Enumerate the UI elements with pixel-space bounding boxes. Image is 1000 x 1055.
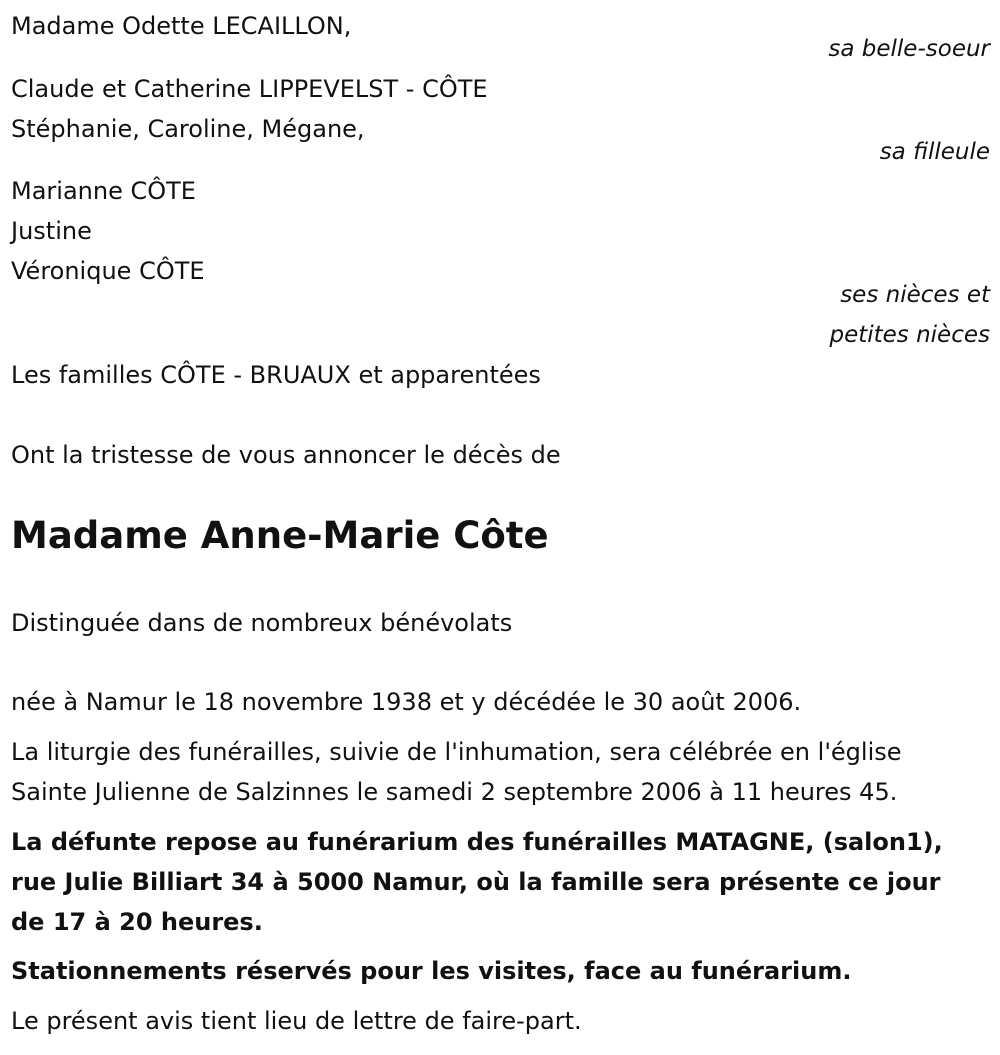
birth-death-text: née à Namur le 18 novembre 1938 et y décédée le 30 août 2006. xyxy=(11,688,802,716)
deceased-name: Madame Anne-Marie Côte xyxy=(11,514,549,557)
closing-text: Le présent avis tient lieu de lettre de faire-part. xyxy=(11,1007,582,1035)
parking-text: Stationnements réservés pour les visites, face au funérarium. xyxy=(11,957,852,985)
liturgy-text: La liturgie des funérailles, suivie de l'inhumation, sera célébrée en l'église xyxy=(11,738,902,766)
relation-label: sa belle-soeur xyxy=(828,36,990,62)
family-member-line: Claude et Catherine LIPPEVELST - CÔTE xyxy=(11,75,488,103)
family-member-line: Les familles CÔTE - BRUAUX et apparentées xyxy=(11,361,541,389)
family-member-line: Marianne CÔTE xyxy=(11,177,196,205)
funeral-home-text: rue Julie Billiart 34 à 5000 Namur, où la famille sera présente ce jour xyxy=(11,868,941,896)
relation-label: petites nièces xyxy=(829,322,990,348)
family-member-line: Madame Odette LECAILLON, xyxy=(11,12,352,40)
family-member-line: Justine xyxy=(11,217,92,245)
family-member-line: Stéphanie, Caroline, Mégane, xyxy=(11,115,365,143)
family-member-line: Véronique CÔTE xyxy=(11,257,205,285)
liturgy-text: Sainte Julienne de Salzinnes le samedi 2 septembre 2006 à 11 heures 45. xyxy=(11,778,898,806)
funeral-home-text: de 17 à 20 heures. xyxy=(11,908,263,936)
relation-label: ses nièces et xyxy=(840,282,990,308)
funeral-home-text: La défunte repose au funérarium des funérailles MATAGNE, (salon1), xyxy=(11,828,943,856)
relation-label: sa filleule xyxy=(879,139,990,165)
intro-text: Ont la tristesse de vous annoncer le décès de xyxy=(11,441,561,469)
distinction-text: Distinguée dans de nombreux bénévolats xyxy=(11,609,513,637)
